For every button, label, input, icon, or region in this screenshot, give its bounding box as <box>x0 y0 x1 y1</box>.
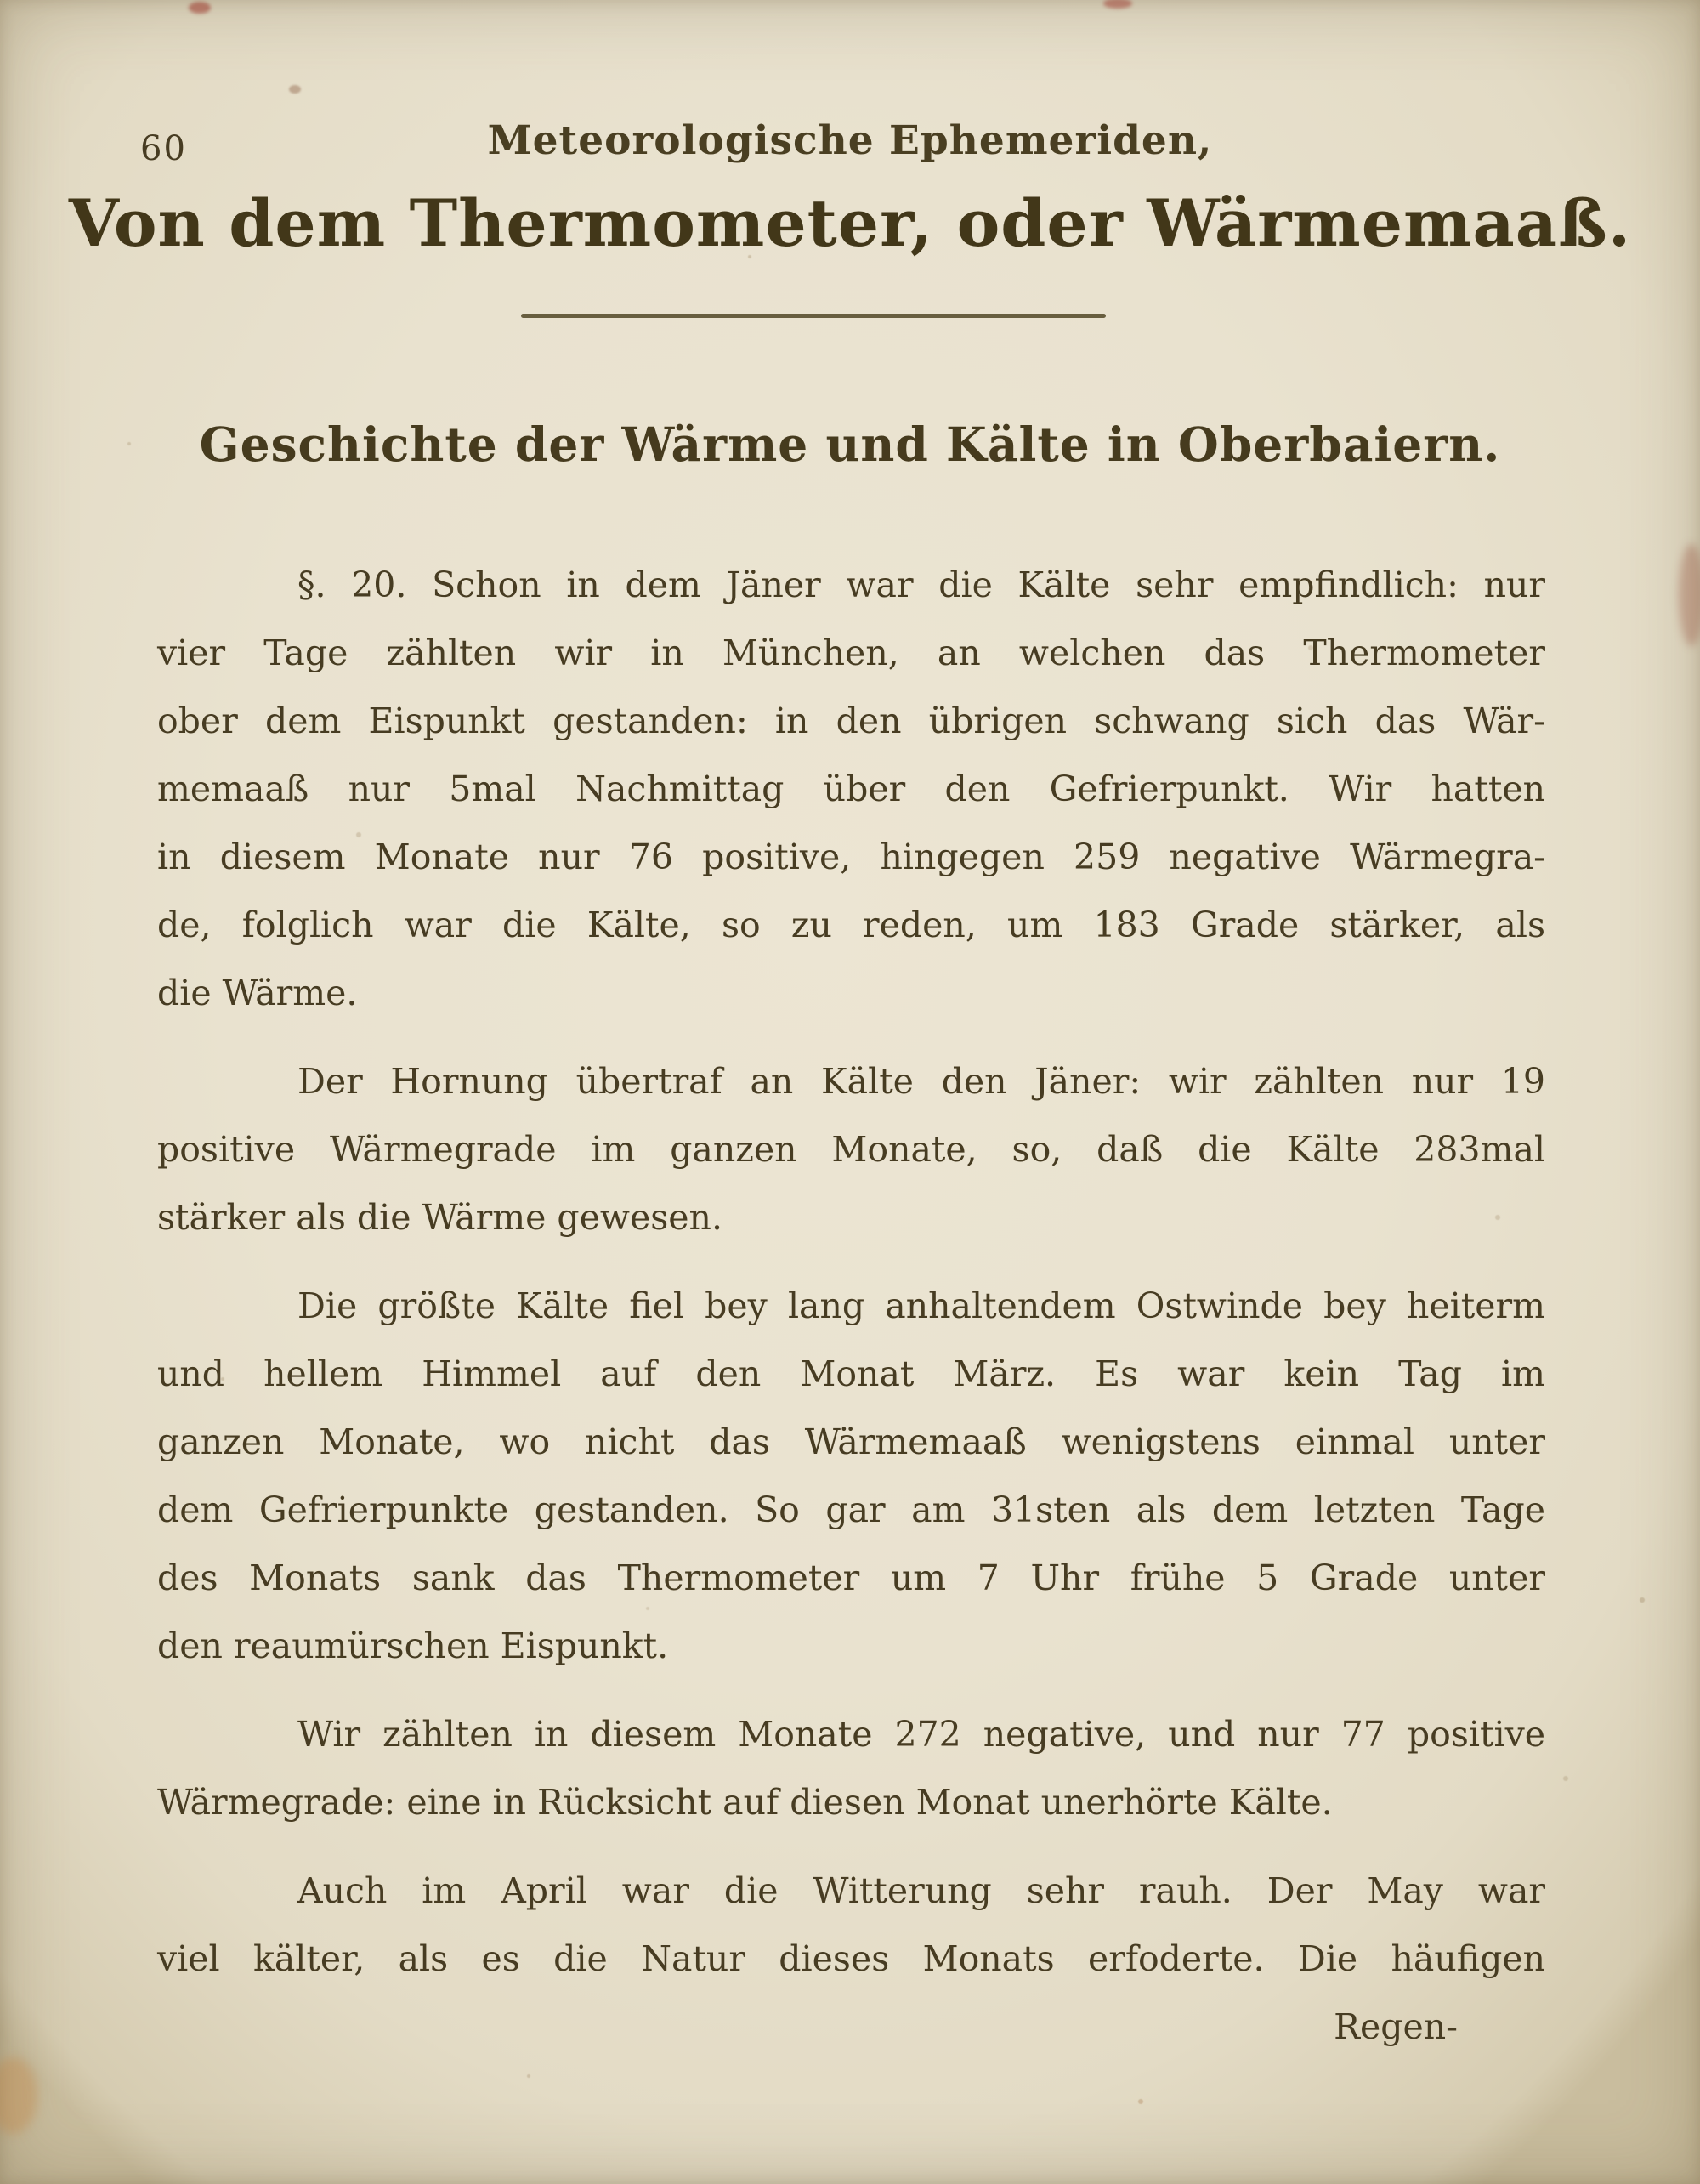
page-header <box>140 117 1560 177</box>
paper-stain <box>0 2057 37 2134</box>
text-line: Wärmegrade: eine in Rücksicht auf diesen Monat unerhörte Kälte. <box>157 1782 1333 1823</box>
text-line: Auch im April war die Witterung sehr rauh. Der May war <box>298 1870 1545 1911</box>
paragraph <box>157 1857 1545 1993</box>
title-divider-rule <box>521 314 1106 318</box>
catchword: Regen- <box>1334 2006 1458 2047</box>
text-line: §. 20. Schon in dem Jäner war die Kälte sehr empfindlich: nur <box>298 564 1545 605</box>
paper-stain <box>189 2 211 14</box>
section-heading: Geschichte der Wärme und Kälte in Oberbaiern. <box>199 417 1501 472</box>
text-line: Wir zählten in diesem Monate 272 negative, und nur 77 positive <box>298 1714 1545 1755</box>
text-line: Der Hornung übertraf an Kälte den Jäner: wir zählten nur 19 <box>298 1061 1545 1102</box>
text-line: memaaß nur 5mal Nachmittag über den Gefrierpunkt. Wir hatten <box>157 769 1545 809</box>
text-line: des Monats sank das Thermometer um 7 Uhr frühe 5 Grade unter <box>157 1557 1545 1598</box>
body-text <box>157 551 1545 2061</box>
paragraph <box>157 1272 1545 1680</box>
running-title: Meteorologische Ephemeriden, <box>487 117 1213 164</box>
text-line: ganzen Monate, wo nicht das Wärmemaaß wenigstens einmal unter <box>157 1421 1545 1462</box>
paper-stain <box>1679 544 1700 646</box>
paragraph <box>157 1700 1545 1836</box>
text-line: stärker als die Wärme gewesen. <box>157 1197 722 1238</box>
text-line: Die größte Kälte fiel bey lang anhaltendem Ostwinde bey heiterm <box>298 1285 1545 1326</box>
paper-texture <box>0 0 3 3</box>
text-line: ober dem Eispunkt gestanden: in den übrigen schwang sich das Wär- <box>157 701 1545 741</box>
paragraph <box>157 1047 1545 1251</box>
text-line: positive Wärmegrade im ganzen Monate, so, daß die Kälte 283mal <box>157 1129 1545 1170</box>
text-line: und hellem Himmel auf den Monat März. Es war kein Tag im <box>157 1353 1545 1394</box>
paper-stain <box>289 85 301 94</box>
page-number: 60 <box>140 129 187 168</box>
text-line: dem Gefrierpunkte gestanden. So gar am 31sten als dem letzten Tage <box>157 1489 1545 1530</box>
paragraph <box>157 551 1545 1027</box>
text-line: viel kälter, als es die Natur dieses Monats erfoderte. Die häufigen <box>157 1938 1545 1979</box>
text-line: den reaumürschen Eispunkt. <box>157 1625 669 1666</box>
text-line: de, folglich war die Kälte, so zu reden, um 183 Grade stärker, als <box>157 905 1545 945</box>
paper-stain <box>1103 0 1132 9</box>
text-line: vier Tage zählten wir in München, an welchen das Thermometer <box>157 633 1545 673</box>
text-line: in diesem Monate nur 76 positive, hingegen 259 negative Wärmegra- <box>157 837 1545 877</box>
text-line: die Wärme. <box>157 973 358 1013</box>
chapter-title: Von dem Thermometer, oder Wärmemaaß. <box>68 185 1632 261</box>
